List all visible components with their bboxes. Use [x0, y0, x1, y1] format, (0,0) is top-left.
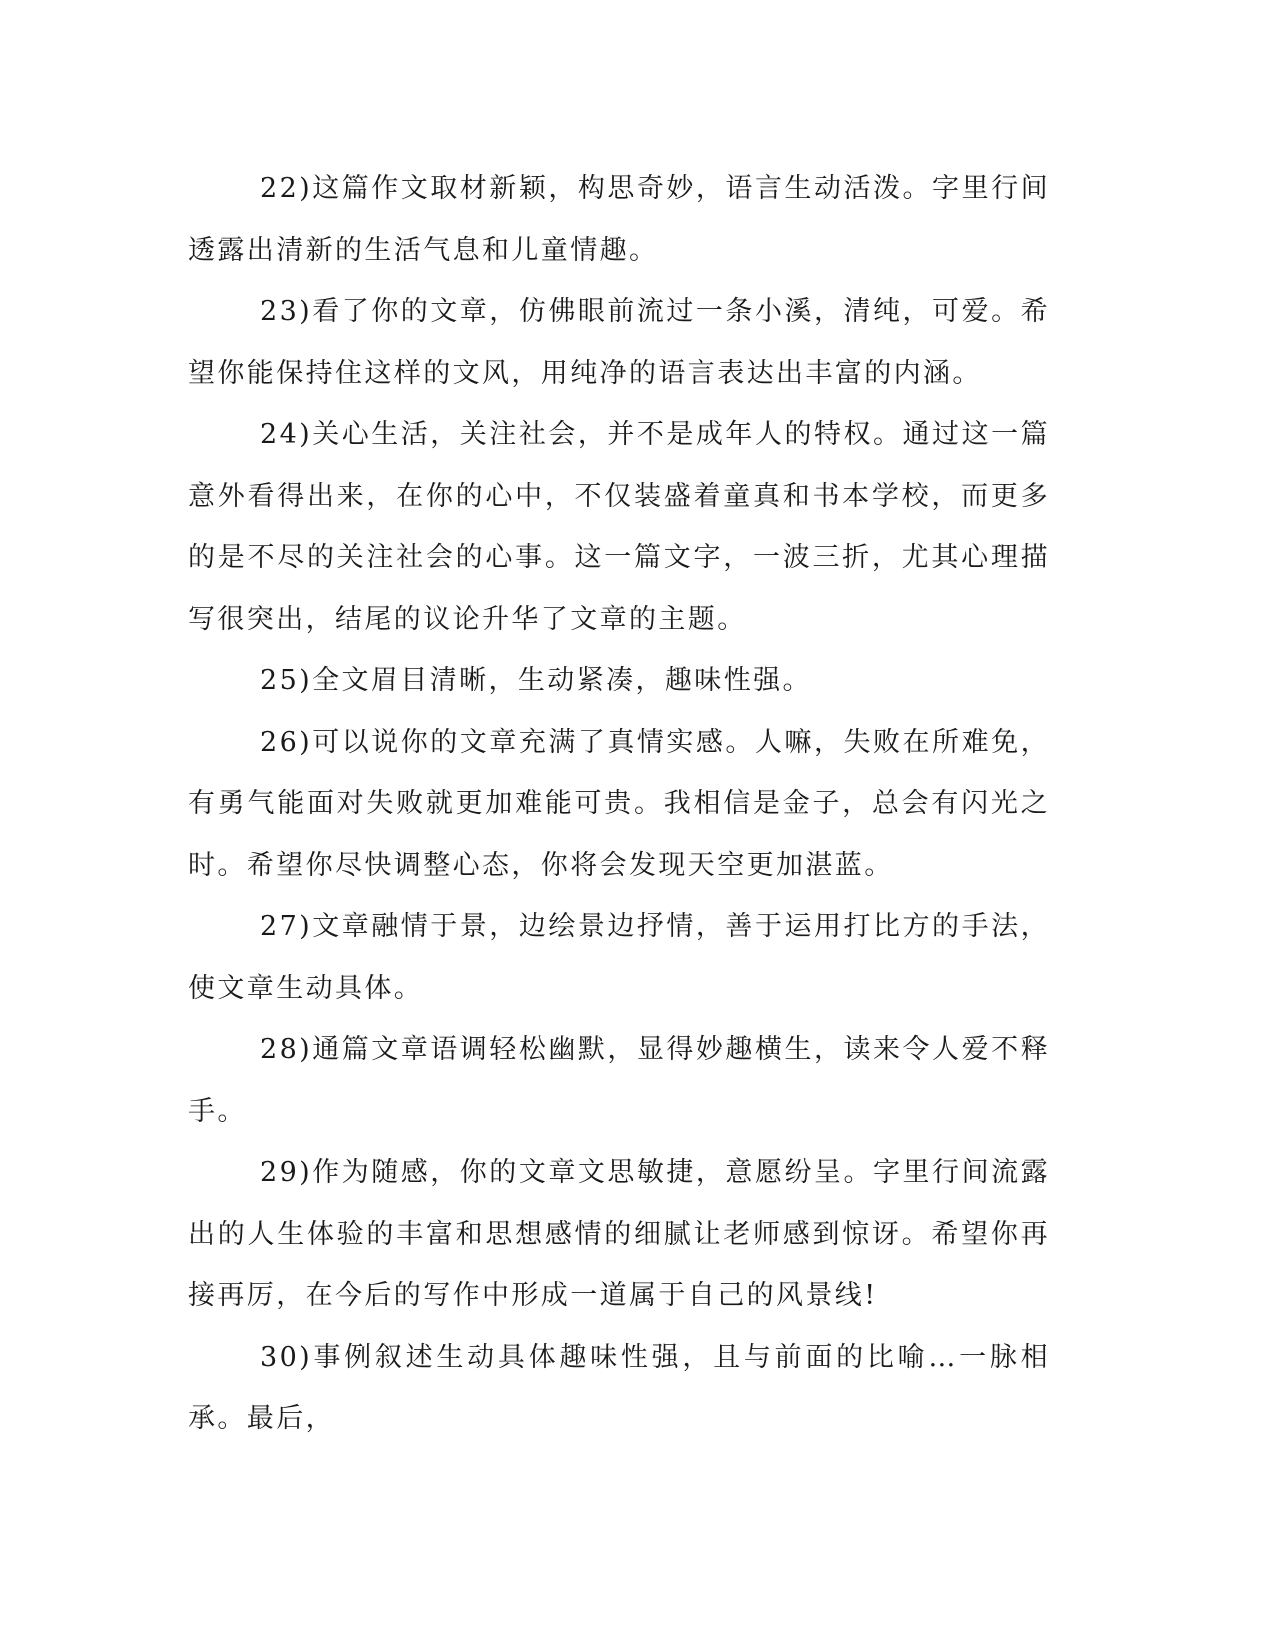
- comment-paragraph-25: 25)全文眉目清晰，生动紧凑，趣味性强。: [260, 665, 812, 696]
- comment-paragraph-22: 22)这篇作文取材新颖，构思奇妙，语言生动活泼。字里行间透露出清新的生活气息和儿童情趣。: [188, 173, 1050, 266]
- comment-paragraph-23: 23)看了你的文章，仿佛眼前流过一条小溪，清纯，可爱。希望你能保持住这样的文风，用纯净的语言表达出丰富的内涵。: [188, 296, 1050, 389]
- comment-paragraph-30: 30)事例叙述生动具体趣味性强，且与前面的比喻…一脉相承。最后，: [188, 1341, 1050, 1434]
- document-body: [188, 158, 1050, 1450]
- comment-paragraph-29: 29)作为随感，你的文章文思敏捷，意愿纷呈。字里行间流露出的人生体验的丰富和思想感情的细腻让老师感到惊讶。希望你再接再厉，在今后的写作中形成一道属于自己的风景线!: [188, 1157, 1050, 1311]
- comment-paragraph-26: 26)可以说你的文章充满了真情实感。人嘛，失败在所难免，有勇气能面对失败就更加难能可贵。我相信是金子，总会有闪光之时。希望你尽快调整心态，你将会发现天空更加湛蓝。: [188, 726, 1050, 881]
- comment-paragraph-28: 28)通篇文章语调轻松幽默，显得妙趣横生，读来令人爱不释手。: [188, 1034, 1050, 1127]
- comment-paragraph-24: 24)关心生活，关注社会，并不是成年人的特权。通过这一篇意外看得出来，在你的心中，不仅装盛着童真和书本学校，而更多的是不尽的关注社会的心事。这一篇文字，一波三折，尤其心理描写很突出，结尾的议论升华了文章的主题。: [188, 419, 1050, 635]
- comment-paragraph-27: 27)文章融情于景，边绘景边抒情，善于运用打比方的手法，使文章生动具体。: [188, 911, 1050, 1004]
